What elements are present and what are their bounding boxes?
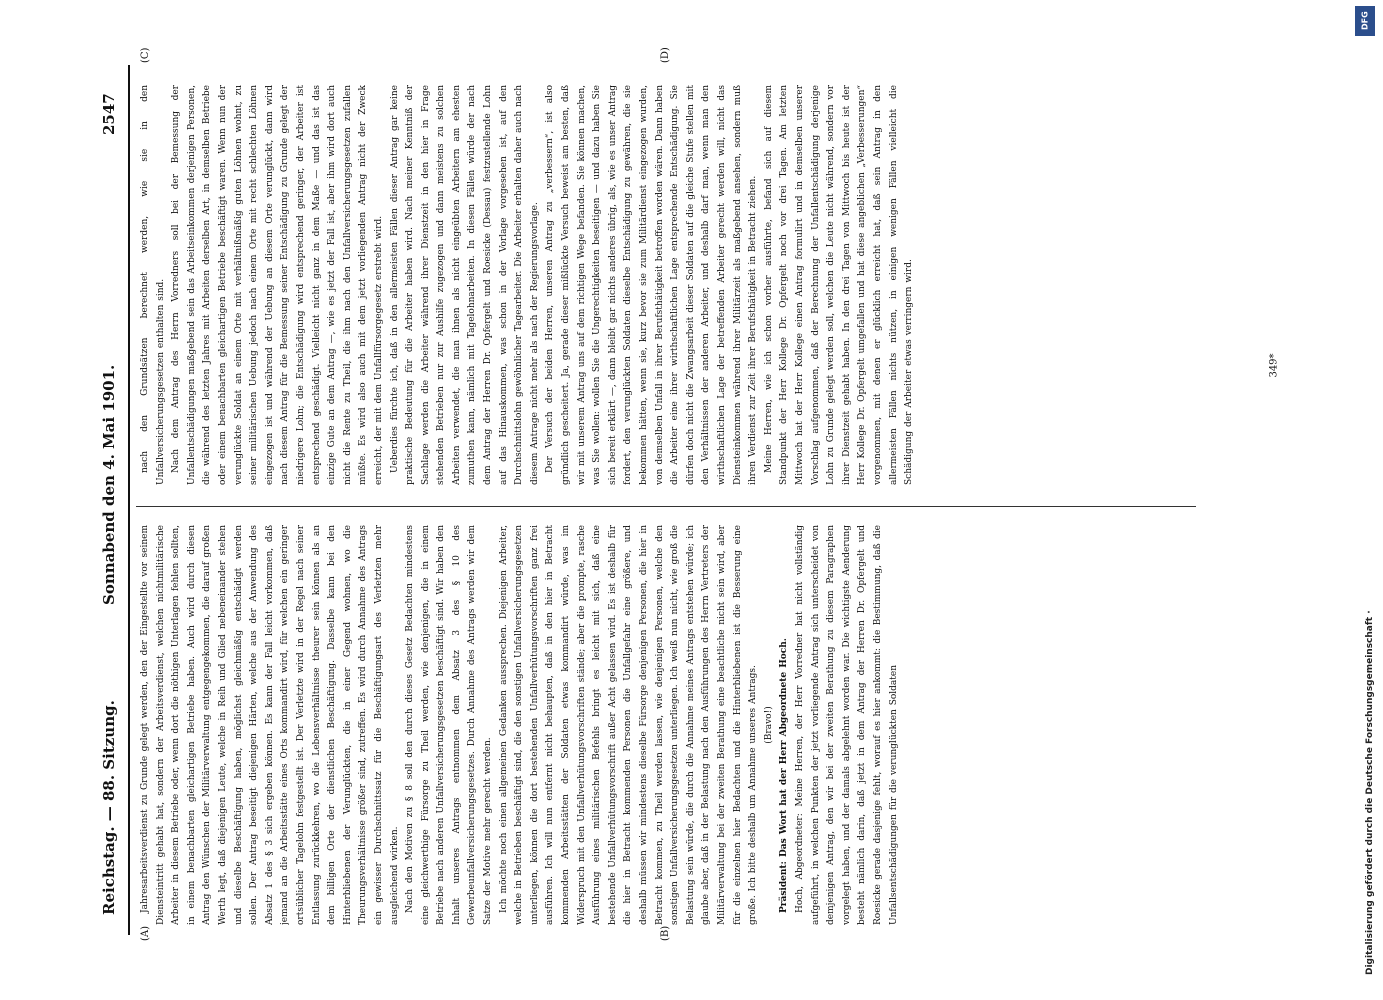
header-date: Sonnabend den 4. Mai 1901. (100, 364, 118, 605)
speaker-line: Präsident: Das Wort hat der Herr Abgeordnete Hoch. (779, 638, 790, 913)
dfg-logo: DFG (1355, 6, 1375, 36)
interjection: (Bravo!) (763, 706, 774, 744)
page-number: 2547 (100, 93, 118, 135)
paragraph: Der Versuch der beiden Herren, unseren Antrag zu „verbessern“, ist also gründlich gescheitert. Ja, gerade dieser mißlückte Versuch beweist am besten, daß wir mit unserem Antrag uns auf dem richtigen Wege befanden. Sie können machen, was Sie wollen: wollen Sie die Ungerechtigkeiten beseitigen — und dazu haben Sie sich bereit erklärt —, dann bleibt gar nichts anderes übrig, als, wie es unser Antrag fordert, den verunglückten Soldaten dieselbe Entschädigung zu gewähren, die sie bekommen hätten, wenn sie, kurz bevor sie zum Militärdienst eingezogen wurden, von demselben Unfall in ihrer Berufsthätigkeit betroffen worden wären. Dann haben die Arbeiter eine ihrer wirthschaftlichen Lage entsprechende Entschädigung. Sie dürfen doch nicht die Zwangsarbeit dieser Soldaten auf die gleiche Stufe stellen mit den Verhältnissen der anderen Arbeiter, und deshalb darf man, wenn man den wirthschaftlichen Lage der betreffenden Arbeiter gerecht werden will, nicht das Diensteinkommen während ihrer Militärzeit als maßgebend ansehen, sondern muß ihren Verdienst zur Zeit ihrer Berufsthätigkeit in Betracht ziehen. (545, 85, 759, 485)
paragraph: Nach den Motiven zu § 8 soll den durch dieses Gesetz Bedachten mindestens eine gleichwerthige Fürsorge zu Theil werden, wie denjenigen, die in einem Betriebe nach anderen Unfallversicherungsgesetzen beschäftigt sind. Wir haben den Inhalt unseres Antrags entnommen dem Absatz 3 des § 10 des Gewerbeunfallversicherungsgesetzes. Durch Annahme des Antrags werden wir dem Satze der Motive mehr gerecht werden. (405, 525, 494, 925)
margin-marker-b: (B) (660, 925, 671, 941)
footnote-mark: 349* (1268, 353, 1280, 378)
paragraph: Nach dem Antrag des Herrn Vorredners soll bei der Bemessung der Unfallentschädigungen maßgebend sein das Arbeitseinkommen derjenigen Personen, die während des letzten Jahres mit Arbeiten derselben Art, in demselben Betriebe oder einem benachbarten gleichartigen Betriebe beschäftigt waren. Wenn nun der verunglückte Soldat an einem Orte mit verhältnißmäßig guten Löhnen wohnt, zu seiner militärischen Uebung jedoch nach einem Orte mit recht schlechten Löhnen eingezogen ist und während der Uebung an diesem Orte verunglückt, dann wird nach diesem Antrag für die Bemessung seiner Entschädigung zu Grunde gelegt der niedrigere Lohn; die Entschädigung wird entsprechend geringer, der Arbeiter ist entsprechend geschädigt. Vielleicht nicht ganz in dem Maße — und das ist das einzige Gute an dem Antrag —, wie es jetzt der Fall ist, aber ihm wird dort auch nicht die Rente zu Theil, die ihm nach den Unfallversicherungsgesetzen zufallen müßte. Es wird also auch mit dem jetzt vorliegenden Antrag nicht der Zweck erreicht, der mit dem Unfallfürsorgegesetz erstrebt wird. (171, 85, 384, 485)
left-column (138, 525, 1168, 925)
margin-marker-d: (D) (660, 47, 671, 63)
right-column (138, 85, 1168, 485)
paragraph: Ich möchte noch einen allgemeinen Gedanken aussprechen. Diejenigen Arbeiter, welche in Betrieben beschäftigt sind, die den sonstigen Unfallversicherungsgesetzen unterliegen, können die dort bestehenden Unfallverhütungsvorschriften ganz frei ausführen. Ich will nun entfernt nicht behaupten, daß in den hier in Betracht kommenden Arbeitsstätten der Soldaten etwas kommandirt würde, was im Widerspruch mit den Unfallverhütungsvorschriften stände; aber die prompte, rasche Ausführung eines militärischen Befehls bringt es leicht mit sich, daß eine bestehende Unfallverhütungsvorschrift außer Acht gelassen wird. Es ist deshalb für die hier in Betracht kommenden Personen die Unfallgefahr eine größere, und deshalb müssen wir mindestens dieselbe Fürsorge denjenigen Personen, die hier in Betracht kommen, zu Theil werden lassen, wie denjenigen Personen, welche den sonstigen Unfallversicherungsgesetzen unterliegen. Ich weiß nun nicht, wie groß die Belastung sein würde, die durch die Annahme meines Antrags entstehen würde; ich glaube aber, daß in der Belastung nach den Ausführungen des Herrn Vertreters der Militärverwaltung bei der zweiten Berathung eine beachtliche nicht sein wird, aber für die einzelnen hier Bedachten und die Hinterbliebenen ist die Besserung eine große. Ich bitte deshalb um Annahme unseres Antrags. (498, 525, 759, 925)
digitization-credit: Digitalisierung gefördert durch die Deutsche Forschungsgemeinschaft · (1365, 610, 1375, 975)
header-rule (128, 65, 130, 935)
paragraph: Meine Herren, wie ich schon vorher ausführte, befand sich auf diesem Standpunkt der Herr Kollege Dr. Opfergelt noch vor drei Tagen. Am letzten Mittwoch hat der Herr Kollege einen Antrag formulirt und in demselben unserer Vorschlag aufgenommen, daß der Berechnung der Unfallentschädigung derjenige Lohn zu Grunde gelegt werden soll, welchen die Leute nicht während, sondern vor ihrer Dienstzeit gehabt haben. In den drei Tagen von Mittwoch bis heute ist der Herr Kollege Dr. Opfergelt umgefallen und hat diese angeblichen „Verbesserungen“ vorgenommen, mit denen er glücklich erreicht hat, daß sein Antrag in den allermeisten Fällen nichts nützen, in einigen wenigen Fällen vielleicht die Schädigung der Arbeiter etwas verringern wird. (763, 85, 915, 485)
paragraph: Jahresarbeitsverdienst zu Grunde gelegt werden, den der Eingestellte vor seinem Diensteintritt gehabt hat, sondern der Arbeitsverdienst, welchen nichtmilitärische Arbeiter in diesem Betriebe oder, wenn dort die nöthigen Unterlagen fehlen sollten, in einem benachbarten gleichartigen Betriebe haben. Auch wird durch diesen Antrag den Wünschen der Militärverwaltung entgegengekommen, die darauf großen Werth legt, daß diejenigen Leute, welche in Reih und Glied nebeneinander stehen und dieselbe Beschäftigung haben, möglichst gleichmäßig entschädigt werden sollen. Der Antrag beseitigt diejenigen Härten, welche aus der Anwendung des Absatz 1 des § 3 sich ergeben können. Es kann der Fall leicht vorkommen, daß jemand an die Arbeitsstätte eines Orts kommandirt wird, für welchen ein geringer ortsüblicher Tagelohn festgestellt ist. Der Verletzte wird in der Regel nach seiner Entlassung zurückkehren, wo die Lebensverhältnisse theurer sein können als an dem billigen Orte der dienstlichen Beschäftigung. Dasselbe kann bei den Hinterbliebenen der Verunglückten, die in einer Gegend wohnen, wo die Theurungsverhältnisse größer sind, zutreffen. Es wird durch Annahme des Antrags ein gewisser Durchschnittssatz für die Beschäftigungsart des Verletzten mehr ausgleichend wirken. (140, 525, 400, 925)
page-header (100, 65, 126, 935)
rotated-page-content (100, 47, 1250, 941)
paragraph: Hoch, Abgeordneter: Meine Herren, der Herr Vorredner hat nicht vollständig aufgeführt, in welchen Punkten der jetzt vorliegende Antrag sich unterscheidet von demjenigen Antrag, den wir bei der zweiten Berathung zu diesem Paragraphen vorgelegt haben, und der damals abgelehnt worden war. Die wichtigste Aenderung besteht nämlich darin, daß jetzt in dem Antrag der Herren Dr. Opfergelt und Roesicke gerade dasjenige fehlt, worauf es hier ankommt: die Bestimmung, daß die Unfallsentschädigungen für die verunglückten Soldaten (794, 525, 899, 925)
paragraph: Ueberdies fürchte ich, daß in den allermeisten Fällen dieser Antrag gar keine praktische Bedeutung für die Arbeiter haben wird. Nach meiner Kenntniß der Sachlage werden die Arbeiter während ihrer Dienstzeit in den hier in Frage stehenden Betrieben nur zur Aushilfe zugezogen und dann meistens zu solchen Arbeiten verwendet, die man ihnen als nicht eingeübten Arbeitern am ehesten zumuthen kann, nämlich mit Tagelohnarbeiten. In diesen Fällen würde der nach dem Antrag der Herren Dr. Opfergelt und Roesicke (Dessau) festzustellende Lohn auf das Hinauskommen, was schon in der Vorlage vorgesehen ist, auf den Durchschnittslohn gewöhnlicher Tagearbeiter. Die Arbeiter erhalten daher auch nach diesem Antrage nicht mehr als nach der Regierungsvorlage. (389, 85, 540, 485)
paragraph: nach den Grundsätzen berechnet werden, wie sie in den Unfallversicherungsgesetzen enthalten sind. (140, 85, 166, 485)
column-divider (136, 506, 1196, 507)
margin-marker-a: (A) (140, 925, 151, 941)
margin-marker-c: (C) (140, 47, 151, 63)
header-left: Reichstag. — 88. Sitzung. (100, 700, 118, 915)
